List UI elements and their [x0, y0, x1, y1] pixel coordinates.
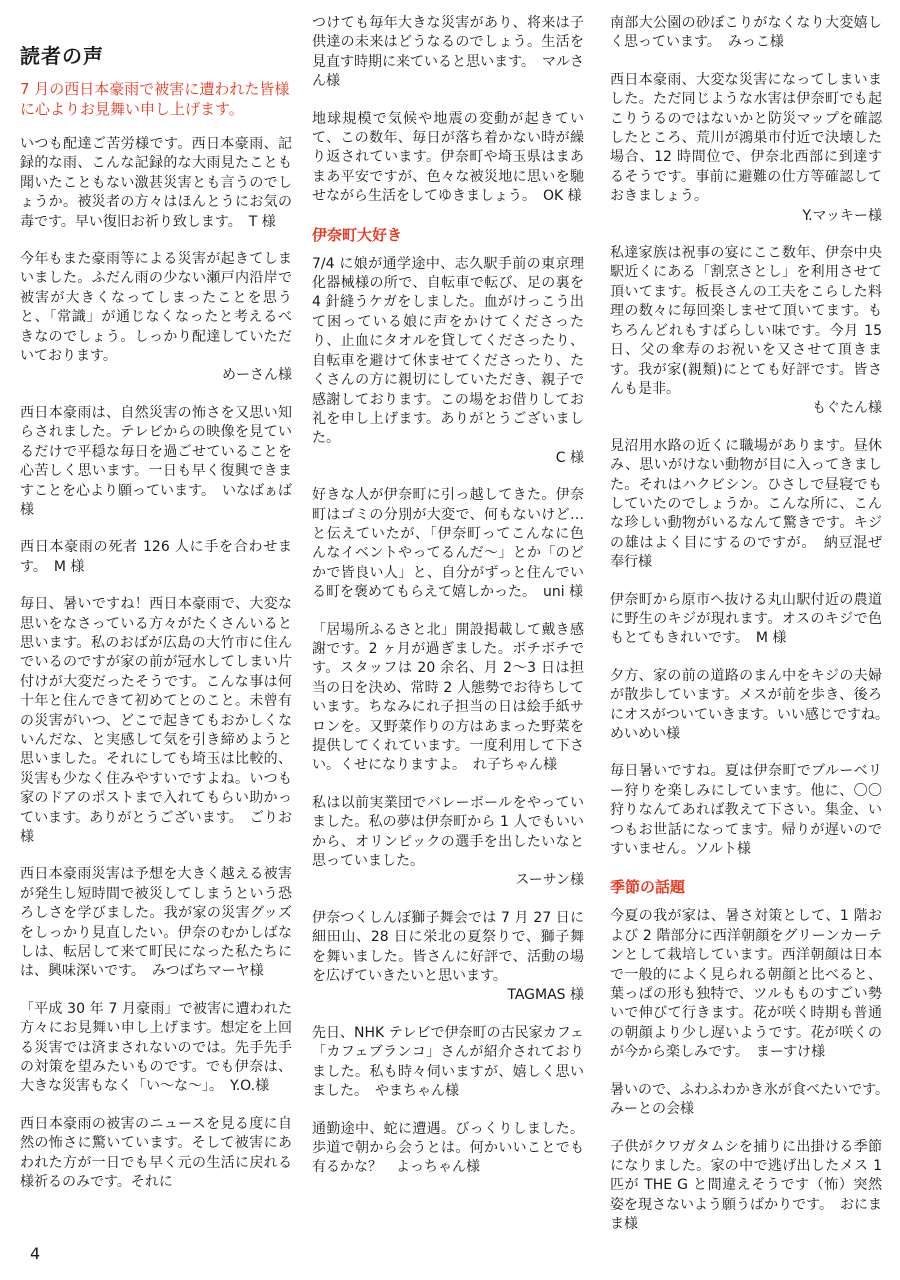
- reader-letter: [20, 1115, 292, 1193]
- reader-letter: [20, 1000, 292, 1097]
- letter-text: 西日本豪雨の死者 126 人に手を合わせます。 M 様: [20, 539, 292, 575]
- reader-letter: [610, 762, 882, 859]
- letter-text: つけても毎年大きな災害があり、将来は子供達の未来はどうなるのでしょう。生活を見直す時期に来ていると思います。 マルさん様: [312, 15, 584, 90]
- reader-letter: [312, 909, 584, 1006]
- notice: 7 月の西日本豪雨で被害に遭われた皆様に心よりお見舞い申し上げます。: [20, 80, 290, 118]
- letter-signature: めーさん様: [222, 367, 292, 384]
- letter-text: 南部大公園の砂ぼこりがなくなり大変嬉しく思っています。 みっこ様: [610, 15, 882, 51]
- reader-letter: [20, 250, 292, 386]
- reader-letter: [610, 667, 896, 745]
- reader-letter: [610, 1081, 896, 1120]
- entries-col2b: [312, 255, 584, 1178]
- letter-text: 毎日暑いですね。夏は伊奈町でブルーベリー狩りを楽しみにしています。他に、〇〇狩りなんてあれば教えて下さい。集金、いつもお世話になってます。帰りが遅いのですいません。ソルト様: [610, 763, 882, 858]
- reader-letter: [312, 110, 584, 207]
- reader-letter: [312, 1024, 584, 1102]
- letter-text: 西日本豪雨は、自然災害の怖さを又思い知らされました。テレビからの映像を見ているだけで平穏な毎日を過ごせていることを心苦しく思います。一日も早く復興できますことを心より願っています。 いなばぁば様: [20, 404, 292, 518]
- reader-letter: [610, 71, 882, 226]
- letter-text: 7/4 に娘が通学途中、志久駅手前の東京理化器械様の所で、自転車で転び、足の裏を 4 針縫うケガをしました。血がけっこう出て困っている娘に声をかけてくださったり、止血にタオルを貸してくださったり、自転車を避けて休ませてくださったり、たくさんの方に親切にしていただき、親子で感謝しております。この場をお借りしてお礼を申し上げます。ありがとうございました。: [312, 255, 584, 447]
- letter-text: 子供がクワガタムシを捕りに出掛ける季節になりました。家の中で逃げ出したメス 1 匹が THE G と間違えそうです（怖）突然姿を現さないよう願うばかりです。 おにまま様: [610, 1138, 882, 1233]
- letter-text: 伊奈つくしんぼ獅子舞会では 7 月 27 日に細田山、28 日に栄北の夏祭りで、獅子舞を舞いました。皆さんに好評で、活動の場を広げていきたいと思います。: [312, 909, 584, 985]
- letter-signature: C 様: [555, 449, 584, 466]
- page-title: 読者の声: [20, 44, 104, 68]
- reader-letter: [610, 14, 882, 53]
- reader-letter: [312, 255, 584, 468]
- reader-letter: [312, 486, 584, 602]
- column-2: [312, 14, 584, 1196]
- letter-text: 今年もまた豪雨等による災害が起きてしまいました。ふだん雨の少ない瀬戸内沿岸で被害が大きくなってしまったことを思うと、「常識」が通じなくなったと考えるべきなのでしょう。しっかり配達していただいております。: [20, 251, 292, 365]
- letter-text: いつも配達ご苦労様です。西日本豪雨、記録的な雨、こんな記録的な大雨見たことも聞いたこともない激甚災害とも言うのでしょうか。被災者の方々はほんとうにお気の毒です。早い復旧お祈り致します。 T 様: [20, 136, 292, 230]
- letter-text: 伊奈町から原市へ抜ける丸山駅付近の農道に野生のキジが現れます。オスのキジで色もとてもきれいです。 M 様: [610, 591, 882, 647]
- section-heading-ina: 伊奈町大好き: [312, 225, 403, 244]
- reader-letter: [610, 591, 882, 649]
- letter-signature: もぐたん様: [812, 400, 882, 417]
- reader-letter: [312, 794, 584, 891]
- letter-text: 西日本豪雨、大変な災害になってしまいました。ただ同じような水害は伊奈町でも起こりうるのではないかと防災マップを確認したところ、荒川が鴻巣市付近で決壊した場合、12 時間位で、伊奈北西部に到達するそうです。事前に避難の仕方等確認しておきましょう。: [610, 71, 882, 205]
- letter-text: 好きな人が伊奈町に引っ越してきた。伊奈町はゴミの分別が大変で、何もないけど…と伝えていたが、「伊奈町ってこんなに色んなイベントやってるんだ〜」とか「のどかで皆良い人」と、自分がずっと住んでいる町を褒めてもらえて嬉しかった。 uni 様: [312, 487, 584, 601]
- reader-letter: [610, 907, 882, 1062]
- reader-letter: [20, 135, 292, 232]
- letter-text: 夕方、家の前の道路のまん中をキジの夫婦が散歩しています。メスが前を歩き、後ろにオスがついていきます。いい感じですね。 めいめい様: [610, 667, 896, 742]
- reader-letter: [20, 865, 292, 981]
- entries-col3b: [610, 907, 896, 1234]
- entries-col2a: [312, 14, 584, 207]
- letter-signature: TAGMAS 様: [507, 987, 584, 1004]
- letter-text: 西日本豪雨の被害のニュースを見る度に自然の怖さに驚いています。そして被害にあわれた方が一日でも早く元の生活に戻れる様祈るのみです。それに: [20, 1115, 292, 1191]
- reader-letter: [312, 1120, 584, 1178]
- page-number: 4: [30, 1244, 41, 1263]
- section-heading-season: 季節の話題: [610, 878, 686, 897]
- reader-letter: [610, 244, 882, 419]
- reader-letter: [610, 437, 882, 573]
- letter-signature: スーサン様: [515, 872, 584, 889]
- reader-letter: [20, 404, 292, 520]
- letter-text: 通勤途中、蛇に遭遇。びっくりしました。歩道で朝から会うとは。何かいいことでも有るかな？ よっちゃん様: [312, 1120, 584, 1176]
- letter-text: 私達家族は祝事の宴にここ数年、伊奈中央駅近くにある「割烹さとし」を利用させて頂いてます。板長さんの工夫をこらした料理の数々に毎回楽しませて頂いてます。もちろんどれもすばらしい味です。今月 15 日、父の傘寿のお祝いを又させて頂きます。我が家(親類)にとても好評です。皆さんも是非。: [610, 245, 882, 397]
- reader-letter: [610, 1138, 882, 1235]
- reader-letter: [20, 595, 292, 847]
- letter-text: 先日、NHK テレビで伊奈町の古民家カフェ「カフェブランコ」さんが紹介されておりました。私も時々伺いますが、嬉しく思いました。 やまちゃん様: [312, 1024, 584, 1100]
- letter-text: 地球規模で気候や地震の変動が起きていて、この数年、毎日が落ち着かない時が繰り返されています。伊奈町や埼玉県はまあまあ平安ですが、色々な被災地に思いを馳せながら生活をしてゆきましょう。 OK 様: [312, 110, 584, 205]
- letter-text: 「居場所ふるさと北」開設掲載して戴き感謝です。2 ヶ月が過ぎました。ボチボチです。スタッフは 20 余名、月 2〜3 日は担当の日を決め、常時 2 人態勢でお待ちしています。ちなみにれ子担当の日は絵手紙サロンを。又野菜作りの方はあまった野菜を提供してくれています。一度利用して下さい。くせになりますよ。 れ子ちゃん様: [312, 621, 584, 774]
- reader-letter: [312, 621, 584, 776]
- letter-text: 毎日、暑いですね！西日本豪雨で、大変な思いをなさっている方々がたくさんいると思います。私のおばが広島の大竹市に住んでいるのですが家の前が冠水してしまい片付けが大変だったそうです。こんな事は何十年と住んできて初めてとのこと。未曾有の災害がいつ、どこで起きてもおかしくないんだな、と実感して気を引き締めようと思いました。それにしても埼玉は比較的、災害も少なく住みやすいですよね。いつも家のドアのポストまで入れてもらい助かっています。ありがとうございます。 ごりお様: [20, 596, 292, 845]
- letter-text: 今夏の我が家は、暑さ対策として、1 階および 2 階部分に西洋朝顔をグリーンカーテンとして栽培しています。西洋朝顔は日本で一般的によく見られる朝顔と比べると、葉っぱの形も独特で、ツルもものすごい勢いで伸びて行きます。花が咲く時期も普通の朝顔より少し遅いようです。花が咲くのが今から楽しみです。 まーすけ様: [610, 908, 882, 1061]
- column-3: [610, 14, 896, 1253]
- entries-col3a: [610, 14, 896, 859]
- letter-text: 西日本豪雨災害は予想を大きく越える被害が発生し短時間で被災してしまうという恐ろしさを学びました。我が家の災害グッズをしっかり見直したい。伊奈のむかしばなしは、転居して来て町民になった私たちには、興味深いです。 みつばちマーヤ様: [20, 866, 292, 980]
- letter-text: 「平成 30 年 7 月豪雨」で被害に遭われた方々にお見舞い申し上げます。想定を上回る災害では済まされないのでは。先手先手の対策を望みたいものです。でも伊奈は、大きな災害もなく「い〜な〜」。 Y.O.様: [20, 1000, 292, 1095]
- column-1: [20, 40, 292, 1211]
- letter-text: 私は以前実業団でバレーボールをやっていました。私の夢は伊奈町から 1 人でもいいから、オリンピックの選手を出したいなと思っていました。: [312, 794, 584, 870]
- reader-letter: [312, 14, 584, 92]
- reader-letter: [20, 538, 292, 577]
- letter-text: 暑いので、ふわふわかき氷が食べたいです。 みーとの会様: [610, 1081, 896, 1118]
- letter-text: 見沼用水路の近くに職場があります。昼休み、思いがけない動物が目に入ってきました。それはハクビシン。ひさしで昼寝でもしていたのでしょうか。こんな所に、こんな珍しい動物がいるなんて驚きです。キジの雄はよく目にするのですが。 納豆混ぜ奉行様: [610, 437, 882, 571]
- letter-signature: Y.マッキー様: [802, 207, 882, 224]
- entries-col1: [20, 135, 292, 1193]
